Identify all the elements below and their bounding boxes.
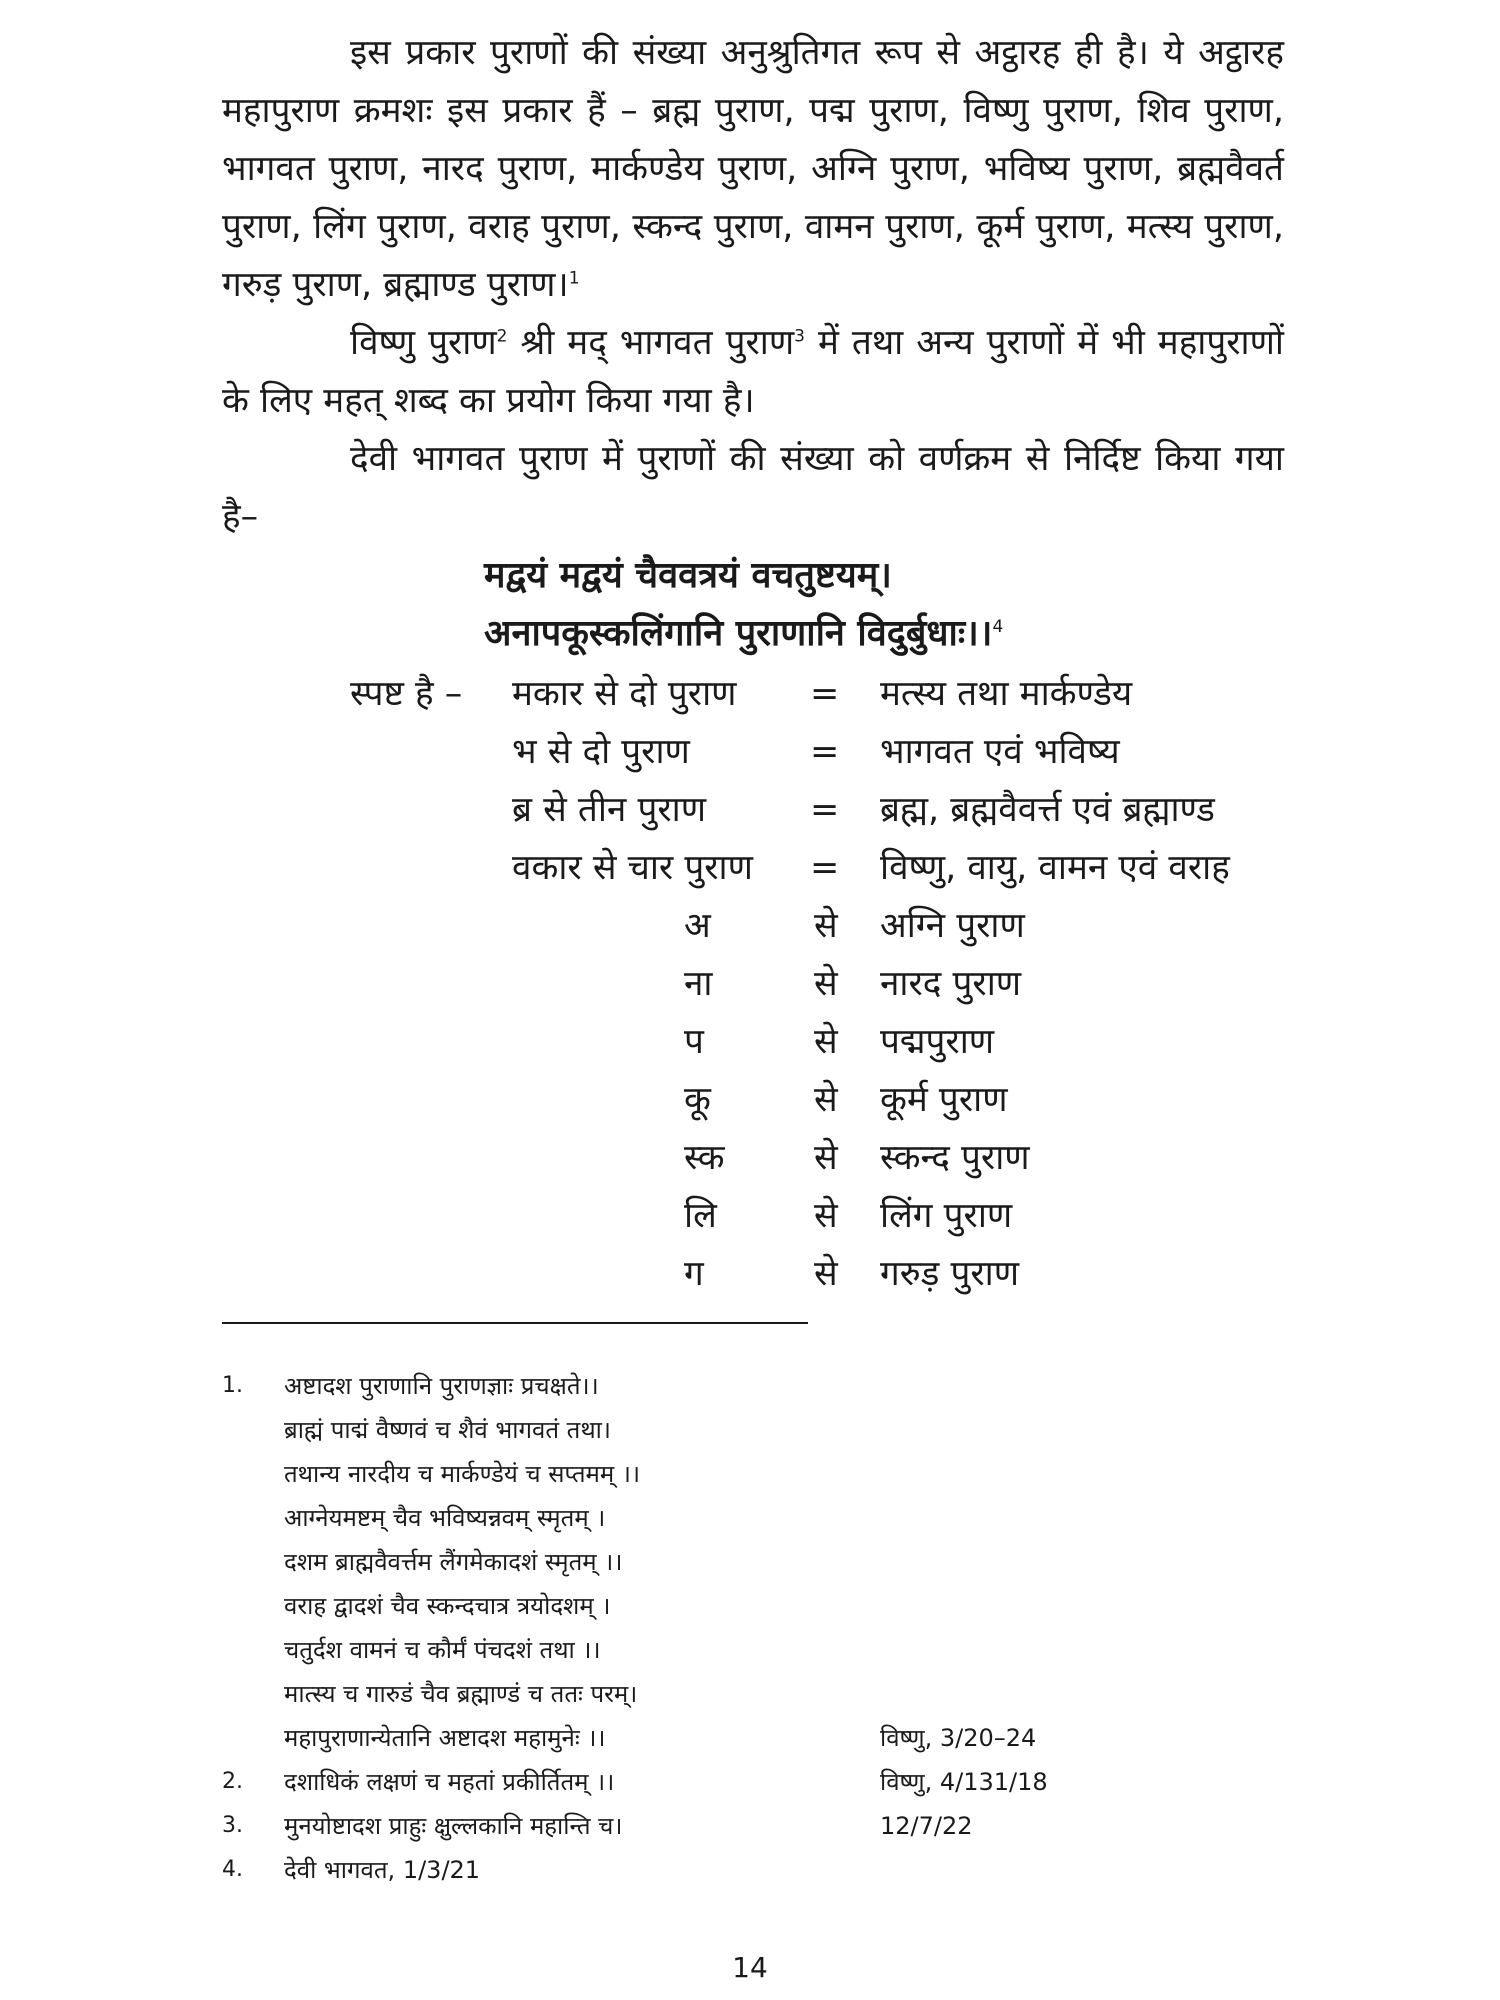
classification-letter: अ [684, 906, 711, 946]
classification-result: गरुड़ पुराण [880, 1254, 1020, 1294]
classification-result: विष्णु, वायु, वामन एवं वराह [880, 848, 1230, 888]
classification-result: पद्मपुराण [880, 1022, 995, 1062]
footnote-line: मात्स्य च गारुडं चैव ब्रह्माण्डं च ततः परम्। [284, 1680, 638, 1708]
footnote-number: 3. [222, 1813, 243, 1838]
se-marker: से [814, 964, 838, 1004]
paragraph-text: देवी भागवत पुराण में पुराणों की संख्या को वर्णक्रम से निर्दिष्ट किया गया है– [222, 439, 1284, 537]
footnote-ref-4: 4 [992, 617, 1004, 637]
equals-sign: = [810, 790, 840, 830]
paragraph-text-part2: श्री मद् भागवत पुराण [507, 323, 795, 363]
paragraph-text-part3: में तथा अन्य पुराणों में भी महापुराणों के लिए महत् शब्द का प्रयोग किया गया है। [222, 323, 1284, 421]
classification-result: कूर्म पुराण [880, 1080, 1008, 1120]
se-marker: से [814, 1022, 838, 1062]
footnote-number: 2. [222, 1769, 243, 1794]
footnote-line: वराह द्वादशं चैव स्कन्दचात्र त्रयोदशम् । [284, 1592, 611, 1620]
footnote-line: आग्नेयमष्टम् चैव भविष्यन्नवम् स्मृतम् । [284, 1504, 606, 1532]
paragraph-purana-list [222, 24, 1284, 314]
se-marker: से [814, 1138, 838, 1178]
classification-head: वकार से चार पुराण [512, 848, 753, 888]
classification-result: लिंग पुराण [880, 1196, 1013, 1236]
footnote-reference: विष्णु, 4/131/18 [880, 1768, 1048, 1796]
footnote-line: देवी भागवत, 1/3/21 [284, 1856, 481, 1884]
footnote-ref-2: 2 [496, 326, 508, 347]
footnote-line: महापुराणान्येतानि अष्टादश महामुनेः ।। [284, 1724, 606, 1752]
verse-line-2-text: अनापकूस्कलिंगानि पुराणानि विदुर्बुधाः।। [484, 613, 993, 654]
paragraph-devi-bhagavat-intro [222, 430, 1284, 546]
footnote-line: अष्टादश पुराणानि पुराणज्ञाः प्रचक्षते।। [284, 1372, 599, 1400]
footnote-ref-3: 3 [794, 326, 805, 347]
footnote-line: ब्राह्मं पाद्मं वैष्णवं च शैवं भागवतं तथा। [284, 1416, 611, 1444]
classification-result: मत्स्य तथा मार्कण्डेय [880, 674, 1133, 714]
classification-head: ब्र से तीन पुराण [512, 790, 707, 830]
footnote-line: तथान्य नारदीय च मार्कण्डेयं च सप्तमम् ।। [284, 1460, 641, 1488]
paragraph-mahat-usage [222, 314, 1284, 430]
classification-letter: ना [684, 964, 713, 1004]
footnote-number: 4. [222, 1857, 243, 1882]
footnote-number: 1. [222, 1373, 243, 1398]
verse-line-2 [484, 606, 1003, 662]
classification-letter: कू [684, 1080, 711, 1120]
se-marker: से [814, 1196, 838, 1236]
classification-lead: स्पष्ट है – [350, 674, 463, 714]
paragraph-text: इस प्रकार पुराणों की संख्या अनुश्रुतिगत रूप से अट्ठारह ही है। ये अट्ठारह महापुराण क्रमशः इस प्रकार हैं – ब्रह्म पुराण, पद्म पुराण, विष्णु पुराण, शिव पुराण, भागवत पुराण, नारद पुराण, मार्कण्डेय पुराण, अग्नि पुराण, भविष्य पुराण, ब्रह्मवैवर्त पुराण, लिंग पुराण, वराह पुराण, स्कन्द पुराण, वामन पुराण, कूर्म पुराण, मत्स्य पुराण, गरुड़ पुराण, ब्रह्माण्ड पुराण। [222, 33, 1284, 305]
se-marker: से [814, 1080, 838, 1120]
classification-result: भागवत एवं भविष्य [880, 732, 1120, 772]
classification-result: नारद पुराण [880, 964, 1022, 1004]
equals-sign: = [810, 674, 840, 714]
verse-line-1: मद्वयं मद्वयं चैववत्रयं वचतुष्टयम्। [484, 555, 892, 596]
classification-letter: ग [684, 1254, 704, 1294]
footnote-reference: 12/7/22 [880, 1812, 973, 1840]
equals-sign: = [810, 848, 840, 888]
classification-letter: स्क [684, 1138, 725, 1178]
classification-head: भ से दो पुराण [512, 732, 690, 772]
se-marker: से [814, 1254, 838, 1294]
classification-result: अग्नि पुराण [880, 906, 1025, 946]
footnote-reference: विष्णु, 3/20–24 [880, 1724, 1037, 1752]
classification-result: स्कन्द पुराण [880, 1138, 1030, 1178]
footnote-divider [222, 1322, 808, 1324]
footnote-line: चतुर्दश वामनं च कौर्मं पंचदशं तथा ।। [284, 1636, 601, 1664]
footnote-line: दशम ब्राह्मवैवर्त्तम लैंगमेकादशं स्मृतम् ।। [284, 1548, 623, 1576]
equals-sign: = [810, 732, 840, 772]
classification-result: ब्रह्म, ब्रह्मवैवर्त्त एवं ब्रह्माण्ड [880, 790, 1215, 830]
footnote-ref-1: 1 [568, 268, 580, 289]
paragraph-text-part1: विष्णु पुराण [350, 323, 497, 363]
classification-letter: प [684, 1022, 704, 1062]
classification-letter: लि [684, 1196, 717, 1236]
se-marker: से [814, 906, 838, 946]
footnote-line: दशाधिकं लक्षणं च महतां प्रकीर्तितम् ।। [284, 1768, 615, 1796]
page-number: 14 [732, 1951, 768, 1984]
classification-head: मकार से दो पुराण [512, 674, 737, 714]
footnote-line: मुनयोष्टादश प्राहुः क्षुल्लकानि महान्ति च। [284, 1812, 623, 1840]
